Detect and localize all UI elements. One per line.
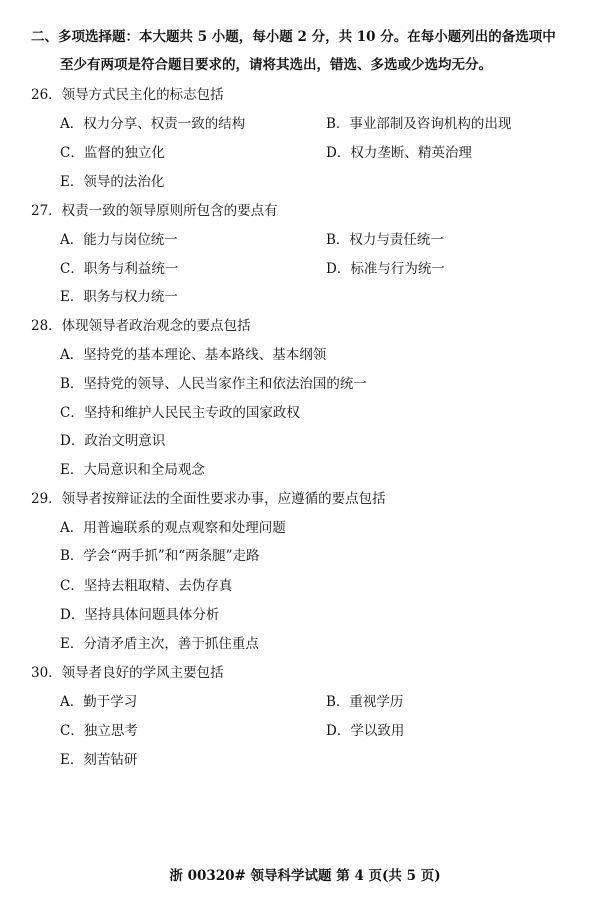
question-26-option-e: E．领导的法治化: [60, 174, 165, 190]
question-29-option-c: C．坚持去粗取精、去伪存真: [60, 578, 233, 594]
question-30-option-c: C．独立思考: [60, 723, 138, 739]
question-27-option-c: C．职务与利益统一: [60, 261, 179, 277]
question-30-option-e: E．刻苦钻研: [60, 752, 138, 768]
question-29-stem: 29．领导者按辩证法的全面性要求办事，应遵循的要点包括: [31, 491, 386, 507]
question-28-option-b: B．坚持党的领导、人民当家作主和依法治国的统一: [60, 376, 367, 392]
question-29-option-e: E．分清矛盾主次，善于抓住重点: [60, 636, 259, 652]
section-heading-line2: 至少有两项是符合题目要求的，请将其选出，错选、多选或少选均无分。: [60, 57, 492, 73]
question-27-option-d: D．标准与行为统一: [326, 261, 445, 277]
question-27-option-e: E．职务与权力统一: [60, 289, 178, 305]
question-28-option-e: E．大局意识和全局观念: [60, 462, 205, 478]
question-27-stem: 27．权责一致的领导原则所包含的要点有: [31, 203, 278, 219]
question-30-option-a: A．勤于学习: [60, 694, 138, 710]
question-28-stem: 28．体现领导者政治观念的要点包括: [31, 318, 251, 334]
page-footer: 浙 00320# 领导科学试题 第 4 页(共 5 页): [169, 868, 441, 884]
question-26-option-c: C．监督的独立化: [60, 145, 165, 161]
question-28-option-c: C．坚持和维护人民民主专政的国家政权: [60, 405, 300, 421]
question-30-option-d: D．学以致用: [326, 723, 405, 739]
question-26-option-b: B．事业部制及咨询机构的出现: [326, 116, 512, 132]
question-26-option-a: A．权力分享、权责一致的结构: [60, 116, 246, 132]
question-28-option-d: D．政治文明意识: [60, 433, 166, 449]
question-29-option-d: D．坚持具体问题具体分析: [60, 607, 220, 623]
question-27-option-b: B．权力与责任统一: [326, 232, 444, 248]
question-29-option-a: A．用普遍联系的观点观察和处理问题: [60, 520, 286, 536]
question-26-option-d: D．权力垄断、精英治理: [326, 145, 472, 161]
section-heading-line1: 二、多项选择题：本大题共 5 小题，每小题 2 分，共 10 分。在每小题列出的备选项中: [31, 29, 556, 45]
question-27-option-a: A．能力与岗位统一: [60, 232, 178, 248]
question-30-option-b: B．重视学历: [326, 694, 404, 710]
question-26-stem: 26．领导方式民主化的标志包括: [31, 87, 224, 103]
question-29-option-b: B．学会“两手抓”和“两条腿”走路: [60, 548, 260, 564]
question-28-option-a: A．坚持党的基本理论、基本路线、基本纲领: [60, 347, 327, 363]
question-30-stem: 30．领导者良好的学风主要包括: [31, 665, 224, 681]
